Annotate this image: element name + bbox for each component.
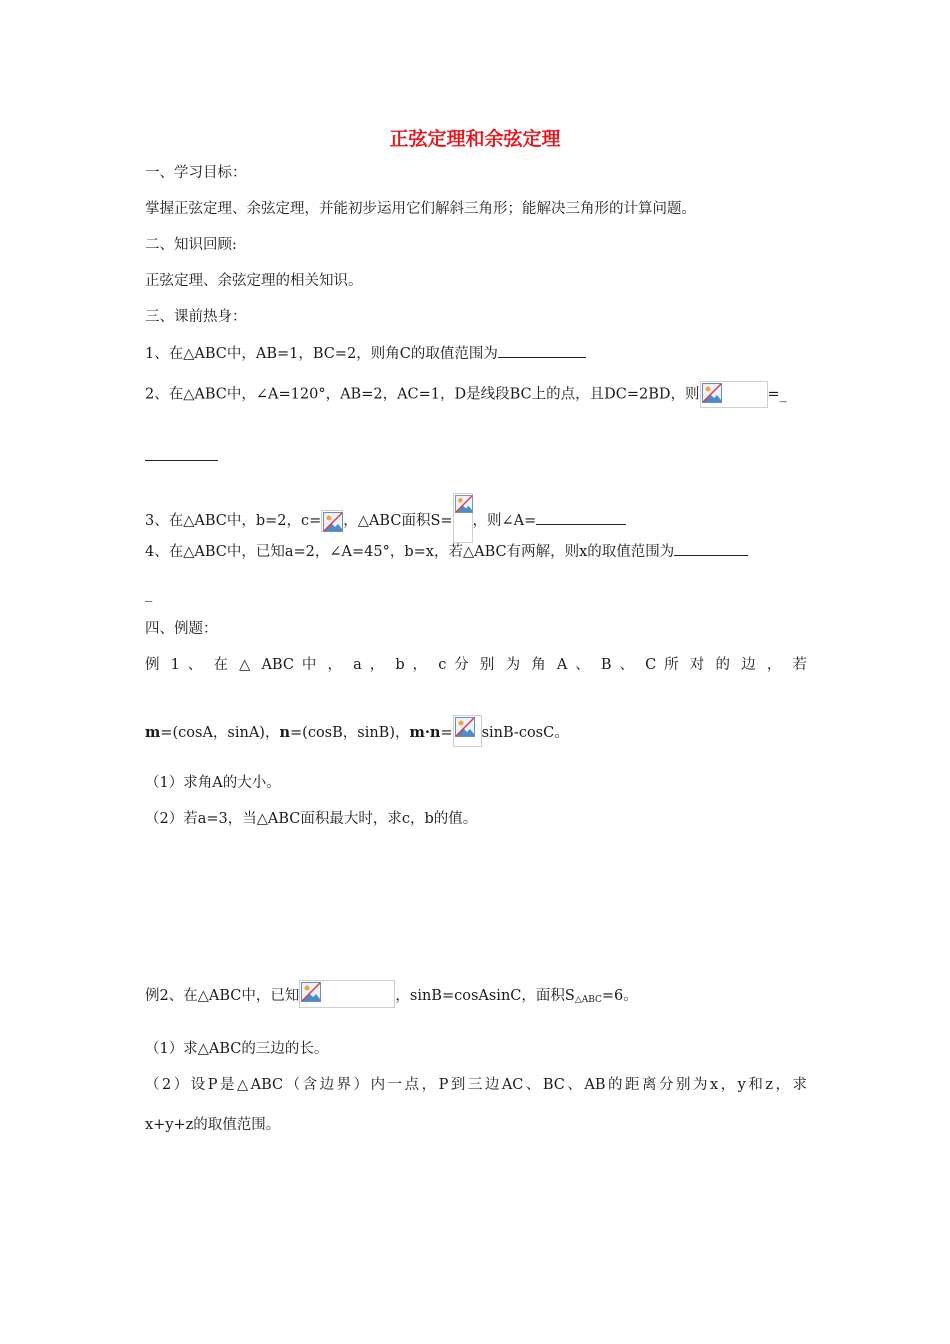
example-1-condition-tail: sinB-cosC。 [481,725,569,741]
formula-image-icon [453,493,473,543]
formula-image-icon [299,980,395,1008]
section-1-heading: 一、学习目标： [145,165,247,181]
question-2-suffix: =_ [767,386,787,403]
section-2-body: 正弦定理、余弦定理的相关知识。 [145,273,363,289]
area-subscript: △ABC [574,995,602,1005]
vector-m: m [145,724,161,741]
dot-product: m·n [409,724,441,741]
equals-sign: = [440,725,453,741]
example-2-part-2-continued: x+y+z的取值范围。 [145,1117,281,1133]
answer-blank [536,510,626,525]
question-2 [145,381,787,408]
example-1-condition [145,715,569,747]
question-2-blank-line [145,446,218,467]
section-2-heading: 二、知识回顾: [145,237,237,253]
example-2-text-b: ，sinB=cosAsinC，面积S [395,988,575,1004]
answer-blank [498,343,586,358]
page-title: 正弦定理和余弦定理 [389,128,561,150]
section-1-body: 掌握正弦定理、余弦定理，并能初步运用它们解斜三角形；能解决三角形的计算问题。 [145,201,696,217]
example-1-part-2: （2）若a=3，当△ABC面积最大时，求c，b的值。 [145,811,478,827]
question-4 [145,541,748,562]
example-2-part-2: （2）设P是△ABC（含边界）内一点，P到三边AC、BC、AB的距离分别为x，y和z，求 [145,1077,807,1093]
section-3-heading: 三、课前热身： [145,309,247,325]
vector-m-value: =(cosA，sinA)， [160,725,280,741]
section-4-heading: 四、例题： [145,621,218,637]
vector-n-value: =(cosB，sinB)， [290,725,410,741]
vector-n: n [279,724,291,741]
question-3-text-c: ，则∠A= [472,513,537,529]
example-1-statement: 例 1 、 在 △ ABC 中 ， a ， b ， c 分 别 为 角 A 、 B 、 C 所 对 的 边 ， 若 [145,657,807,673]
formula-image-icon [700,381,768,408]
formula-image-icon [453,715,482,747]
answer-blank [674,541,748,556]
example-2-statement [145,980,638,1010]
question-1-text: 1、在△ABC中，AB=1，BC=2，则角C的取值范围为 [145,346,498,362]
question-4-tail: _ [145,586,153,602]
question-3-text-b: ，△ABC面积S= [343,513,453,529]
answer-blank [145,446,218,461]
example-2-text-a: 例2、在△ABC中，已知 [145,988,300,1004]
question-3-text-a: 3、在△ABC中，b=2，c= [145,513,322,529]
question-3 [145,493,626,543]
question-1 [145,343,586,364]
question-2-text: 2、在△ABC中，∠A=120°，AB=2，AC=1，D是线段BC上的点，且DC=2BD，则 [145,386,700,403]
question-4-text: 4、在△ABC中，已知a=2，∠A=45°，b=x，若△ABC有两解，则x的取值范围为 [145,544,675,560]
example-1-part-1: （1）求角A的大小。 [145,775,281,791]
example-2-text-c: =6。 [601,988,638,1004]
example-2-part-1: （1）求△ABC的三边的长。 [145,1041,329,1057]
formula-image-icon [321,510,343,532]
